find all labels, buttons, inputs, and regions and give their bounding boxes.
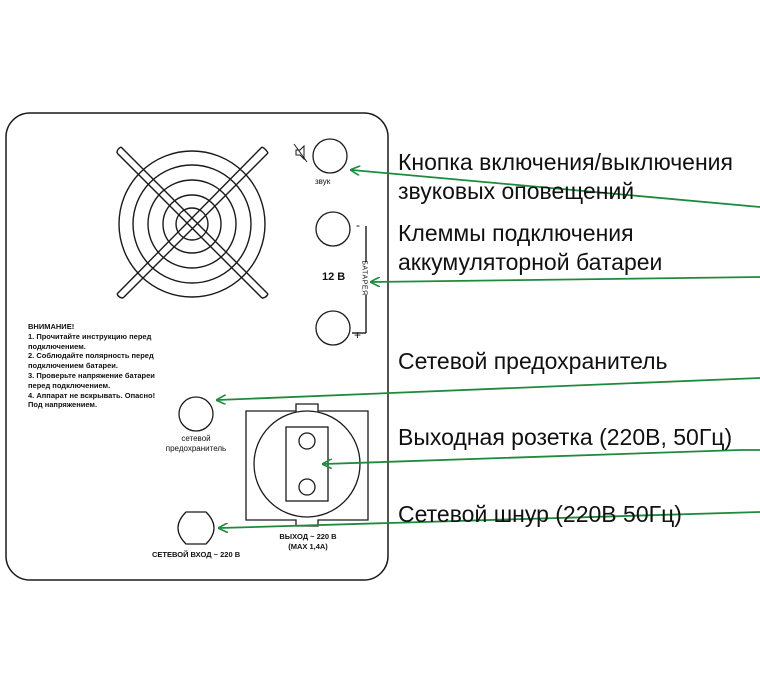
- battery-terminal-plus[interactable]: [316, 311, 350, 345]
- mute-label: звук: [315, 177, 331, 186]
- warning-line: подключением.: [28, 341, 86, 351]
- mains-input-connector[interactable]: [178, 512, 214, 544]
- callout-sound-button: Кнопка включения/выключения звуковых оповещений: [398, 149, 733, 204]
- warning-line: 2. Соблюдайте полярность перед: [28, 351, 154, 361]
- warning-line: Под напряжением.: [28, 400, 98, 410]
- callout-fuse: Сетевой предохранитель: [398, 348, 668, 374]
- output-label: ВЫХОД ~ 220 В (MAX 1,4A): [279, 532, 337, 551]
- callout-arrow-battery: [372, 277, 760, 282]
- warning-line: 3. Проверьте напряжение батареи: [28, 370, 155, 380]
- callout-cord: Сетевой шнур (220В 50Гц): [398, 501, 682, 527]
- callout-battery-terminals: Клеммы подключения аккумуляторной батареи: [398, 220, 663, 275]
- warning-title: ВНИМАНИЕ!: [28, 322, 75, 331]
- warning-line: перед подключением.: [28, 380, 111, 390]
- callout-arrow-outlet: [324, 450, 760, 464]
- warning-line: подключением батареи.: [28, 361, 118, 371]
- callout-outlet: Выходная розетка (220В, 50Гц): [398, 424, 733, 450]
- warning-line: 1. Прочитайте инструкцию перед: [28, 331, 152, 341]
- output-socket[interactable]: [246, 404, 368, 526]
- sound-button[interactable]: [313, 139, 347, 173]
- battery-voltage-label: 12 В: [322, 271, 346, 283]
- input-label: СЕТЕВОЙ ВХОД ~ 220 В: [152, 550, 241, 559]
- fuse-label: сетевой предохранитель: [165, 434, 227, 453]
- warning-line: 4. Аппарат не вскрывать. Опасно!: [28, 390, 156, 400]
- battery-terminal-minus[interactable]: [316, 212, 350, 246]
- battery-minus-label: -: [356, 218, 360, 232]
- fuse-holder[interactable]: [179, 397, 213, 431]
- warning-block: [28, 322, 155, 410]
- battery-label: БАТАРЕЯ: [360, 260, 368, 296]
- battery-plus-label: +: [354, 328, 362, 342]
